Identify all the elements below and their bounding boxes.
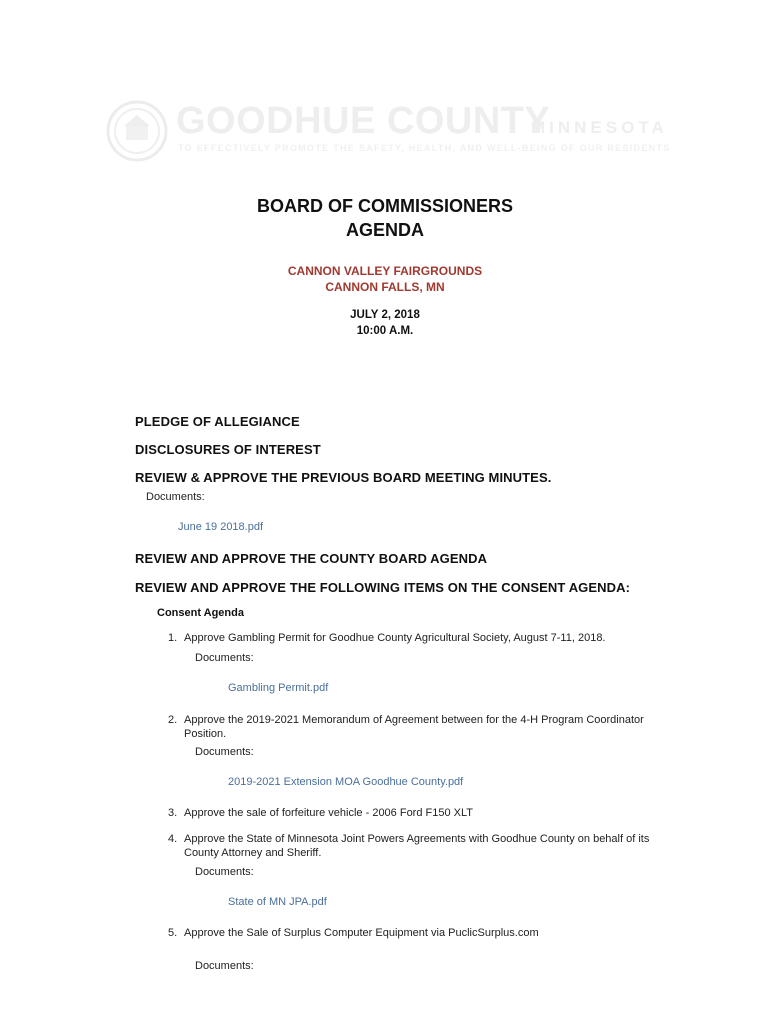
documents-label: Documents: <box>195 746 254 758</box>
location-line-1: CANNON VALLEY FAIRGROUNDS <box>287 264 483 278</box>
title-line-2: AGENDA <box>345 220 424 240</box>
consent-item-5 <box>168 926 658 940</box>
section-pledge: PLEDGE OF ALLEGIANCE <box>135 414 300 429</box>
page-title <box>0 194 770 242</box>
location-line-2: CANNON FALLS, MN <box>325 280 445 294</box>
documents-label: Documents: <box>195 652 254 664</box>
item-2-document-link[interactable]: 2019-2021 Extension MOA Goodhue County.pdf <box>228 776 464 788</box>
consent-agenda-heading: Consent Agenda <box>157 607 244 619</box>
section-consent: REVIEW AND APPROVE THE FOLLOWING ITEMS ON THE CONSENT AGENDA: <box>135 580 631 595</box>
section-agenda: REVIEW AND APPROVE THE COUNTY BOARD AGENDA <box>135 551 488 566</box>
item-number: 3. <box>168 807 178 819</box>
item-text: Approve the Sale of Surplus Computer Equipment via PuclicSurplus.com <box>184 927 539 939</box>
item-text: Approve the 2019-2021 Memorandum of Agreement between for the 4-H Program Coordinator Position. <box>184 714 644 740</box>
consent-item-1 <box>168 631 658 645</box>
meeting-location <box>0 263 770 295</box>
meeting-time: 10:00 A.M. <box>356 325 414 337</box>
item-text: Approve the sale of forfeiture vehicle - 2006 Ford F150 XLT <box>184 807 474 819</box>
county-seal-icon <box>106 100 168 162</box>
title-line-1: BOARD OF COMMISSIONERS <box>256 196 513 216</box>
item-1-document-link[interactable]: Gambling Permit.pdf <box>228 682 329 694</box>
consent-item-2 <box>168 713 658 741</box>
minutes-document-link[interactable]: June 19 2018.pdf <box>178 521 264 533</box>
item-number: 5. <box>168 927 178 939</box>
section-minutes: REVIEW & APPROVE THE PREVIOUS BOARD MEETING MINUTES. <box>135 470 552 485</box>
section-disclosures: DISCLOSURES OF INTEREST <box>135 442 321 457</box>
county-letterhead-watermark <box>106 98 696 168</box>
meeting-datetime <box>0 307 770 339</box>
item-number: 4. <box>168 833 178 845</box>
consent-item-3 <box>168 806 658 820</box>
documents-label: Documents: <box>146 491 205 503</box>
item-number: 2. <box>168 714 178 726</box>
item-text: Approve Gambling Permit for Goodhue County Agricultural Society, August 7-11, 2018. <box>184 632 606 644</box>
watermark-state: MINNESOTA <box>531 118 668 137</box>
watermark-tagline: TO EFFECTIVELY PROMOTE THE SAFETY, HEALTH, AND WELL-BEING OF OUR RESIDENTS <box>178 143 671 153</box>
meeting-date: JULY 2, 2018 <box>350 309 420 321</box>
documents-label: Documents: <box>195 960 254 972</box>
consent-item-4 <box>168 832 658 860</box>
watermark-title: GOODHUE COUNTY <box>176 100 551 142</box>
item-text: Approve the State of Minnesota Joint Powers Agreements with Goodhue County on behalf of its County Attorney and Sheriff. <box>184 833 650 859</box>
documents-label: Documents: <box>195 866 254 878</box>
item-number: 1. <box>168 632 178 644</box>
item-4-document-link[interactable]: State of MN JPA.pdf <box>228 896 327 908</box>
